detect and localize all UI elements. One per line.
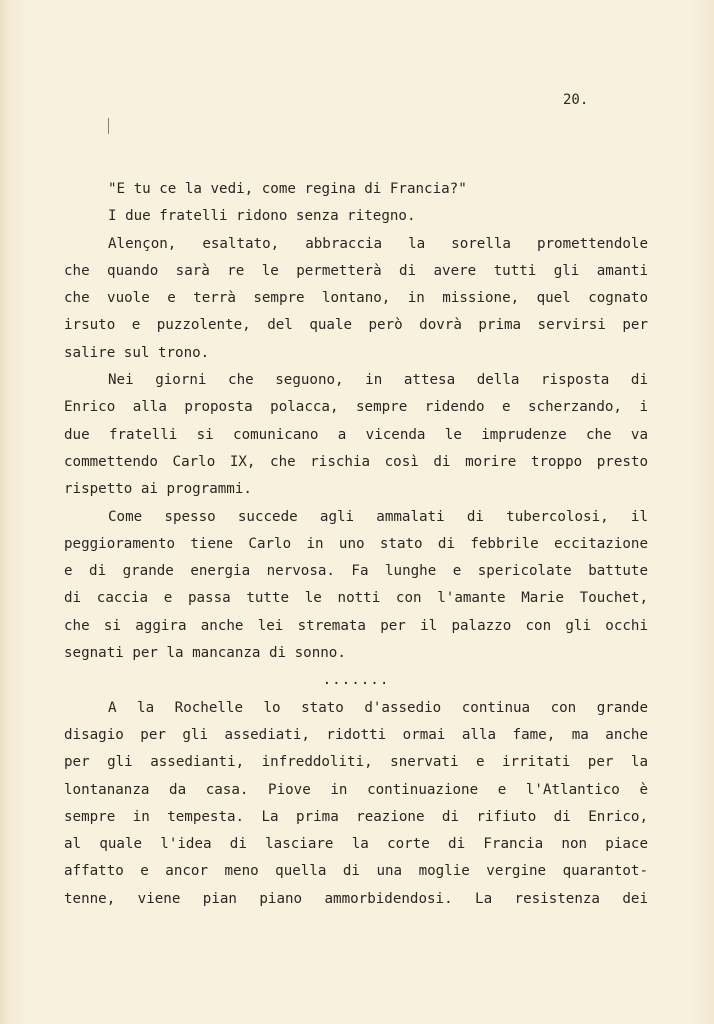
text-line: I due fratelli ridono senza ritegno. xyxy=(108,208,416,225)
text-line: salire sul trono. xyxy=(64,344,210,361)
text-line: affatto e ancor meno quella di una moglie vergine quarantot- xyxy=(64,863,648,880)
text-line: che vuole e terrà sempre lontano, in missione, quel cognato xyxy=(64,290,648,307)
text-line: al quale l'idea di lasciare la corte di Francia non piace xyxy=(64,836,648,853)
text-line: Nei giorni che seguono, in attesa della risposta di xyxy=(108,372,648,389)
text-line: Enrico alla proposta polacca, sempre ridendo e scherzando, i xyxy=(64,399,648,416)
text-line: Alençon, esaltato, abbraccia la sorella promettendole xyxy=(108,235,648,252)
text-line: irsuto e puzzolente, del quale però dovrà prima servirsi per xyxy=(64,317,648,334)
margin-mark xyxy=(108,118,109,134)
text-line: tenne, viene pian piano ammorbidendosi. La resistenza dei xyxy=(64,890,648,907)
text-line: di caccia e passa tutte le notti con l'amante Marie Touchet, xyxy=(64,590,648,607)
text-line: "E tu ce la vedi, come regina di Francia?" xyxy=(108,181,467,197)
text-line: che si aggira anche lei stremata per il palazzo con gli occhi xyxy=(64,617,648,634)
text-line: peggioramento tiene Carlo in uno stato di febbrile eccitazione xyxy=(64,535,648,552)
text-line: due fratelli si comunicano a vicenda le imprudenze che va xyxy=(64,426,648,443)
text-line: disagio per gli assediati, ridotti ormai alla fame, ma anche xyxy=(64,726,648,743)
text-line: rispetto ai programmi. xyxy=(64,481,252,498)
page-number: 20. xyxy=(563,92,589,108)
section-separator: ....... xyxy=(322,672,390,689)
text-line: e di grande energia nervosa. Fa lunghe e spericolate battute xyxy=(64,563,648,580)
text-line: segnati per la mancanza di sonno. xyxy=(64,645,346,662)
text-line: A la Rochelle lo stato d'assedio continua con grande xyxy=(108,699,648,716)
body-text xyxy=(64,176,648,913)
text-line: Come spesso succede agli ammalati di tubercolosi, il xyxy=(108,508,648,525)
text-line: commettendo Carlo IX, che rischia così di morire troppo presto xyxy=(64,453,648,470)
text-line: che quando sarà re le permetterà di avere tutti gli amanti xyxy=(64,262,648,279)
text-line: sempre in tempesta. La prima reazione di rifiuto di Enrico, xyxy=(64,808,648,825)
text-line: per gli assedianti, infreddoliti, snervati e irritati per la xyxy=(64,754,648,771)
text-line: lontananza da casa. Piove in continuazione e l'Atlantico è xyxy=(64,781,648,798)
